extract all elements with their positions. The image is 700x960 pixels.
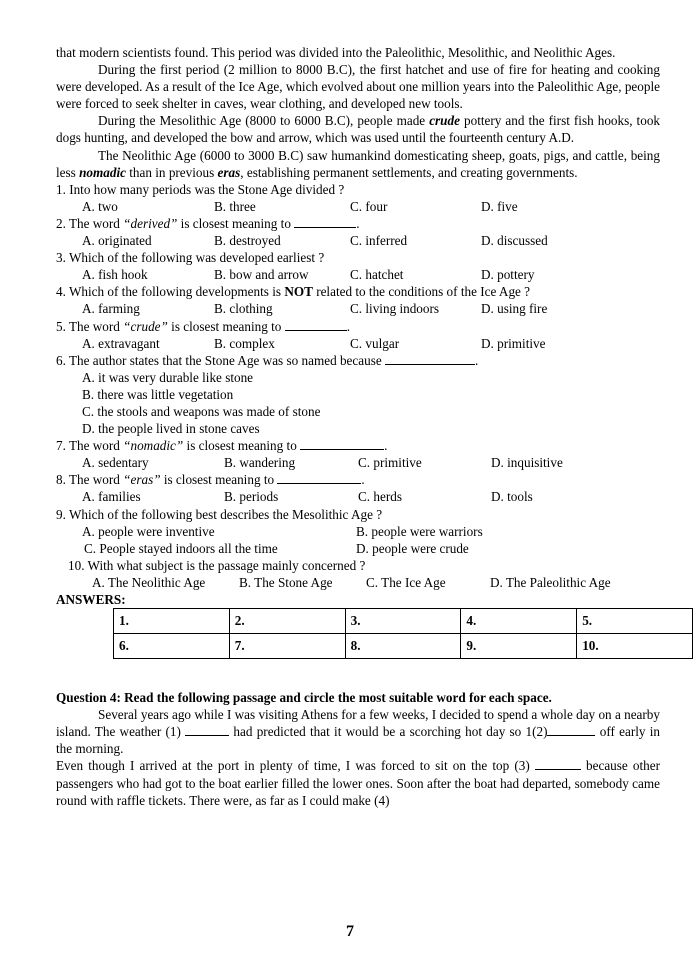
option-a[interactable]: A. farming <box>82 301 140 317</box>
option-b[interactable]: B. bow and arrow <box>214 267 309 283</box>
option-c[interactable]: C. herds <box>358 489 402 505</box>
answer-blank[interactable] <box>277 472 361 484</box>
key-word-crude: crude <box>429 113 460 129</box>
answer-cell[interactable]: 2. <box>229 609 345 634</box>
question-1-options <box>56 198 660 215</box>
answer-cell[interactable]: 9. <box>461 634 577 659</box>
option-b[interactable]: B. wandering <box>224 455 296 471</box>
option-d[interactable]: D. pottery <box>481 267 535 283</box>
option-b[interactable]: B. three <box>214 198 256 214</box>
option-d[interactable]: D. five <box>481 198 518 214</box>
question-8-options <box>56 488 660 505</box>
answer-blank[interactable] <box>294 216 356 228</box>
question-7: 7. The word “nomadic” is closest meaning to . <box>56 438 388 454</box>
option-d[interactable]: D. using fire <box>481 301 548 317</box>
passage-paragraph: During the Mesolithic Age (8000 to 6000 B.C), people made crude pottery and the first fish hooks, took dogs hunting, and developed the bow and arrow, which was used until the fourteenth century A.D. <box>56 113 661 146</box>
key-word-nomadic: nomadic <box>79 164 126 180</box>
question-3-options <box>56 266 660 283</box>
question-6: 6. The author states that the Stone Age was so named because . <box>56 352 479 368</box>
question-3: 3. Which of the following was developed earliest ? <box>56 250 325 266</box>
passage-paragraph: that modern scientists found. This period was divided into the Paleolithic, Mesolithic, and Neolithic Ages. <box>56 45 616 60</box>
option-d[interactable]: D. people were crude <box>356 540 469 556</box>
question-1: 1. Into how many periods was the Stone Age divided ? <box>56 181 345 197</box>
cloze-blank-2[interactable] <box>547 724 595 736</box>
answer-cell[interactable]: 7. <box>229 634 345 659</box>
option-c[interactable]: C. primitive <box>358 455 422 471</box>
question-9-options <box>56 523 660 540</box>
answer-cell[interactable]: 5. <box>577 609 693 634</box>
option-a[interactable]: A. fish hook <box>82 267 148 283</box>
question-4-title: Question 4: Read the following passage and circle the most suitable word for each space. <box>56 690 552 706</box>
answer-cell[interactable]: 8. <box>345 634 461 659</box>
passage-paragraph: During the first period (2 million to 8000 B.C), the first hatchet and use of fire for heating and cooking were developed. As a result of the Ice Age, which evolved about one million years into the Paleolithic Age, people were forced to seek shelter in caves, wear clothing, and developed new tools. <box>56 62 660 112</box>
question-2: 2. The word “derived” is closest meaning to . <box>56 215 360 231</box>
option-d[interactable]: D. inquisitive <box>491 455 563 471</box>
option-c[interactable]: C. hatchet <box>350 267 404 283</box>
option-b[interactable]: B. people were warriors <box>356 523 483 539</box>
question-9-options-row2 <box>56 540 660 557</box>
question-10: 10. With what subject is the passage mainly concerned ? <box>68 557 366 573</box>
answer-blank[interactable] <box>285 319 347 331</box>
option-d[interactable]: D. tools <box>491 489 533 505</box>
answer-cell[interactable]: 6. <box>114 634 230 659</box>
option-b[interactable]: B. complex <box>214 335 275 351</box>
option-b[interactable]: B. periods <box>224 489 279 505</box>
answer-cell[interactable]: 4. <box>461 609 577 634</box>
option-d[interactable]: D. discussed <box>481 233 548 249</box>
answer-cell[interactable]: 3. <box>345 609 461 634</box>
table-row <box>114 609 693 634</box>
question-5-options <box>56 335 660 352</box>
option-b[interactable]: B. The Stone Age <box>239 574 333 590</box>
option-d[interactable]: D. the people lived in stone caves <box>82 421 260 437</box>
option-c[interactable]: C. The Ice Age <box>366 574 446 590</box>
cloze-paragraph: Even though I arrived at the port in plenty of time, I was forced to sit on the top (3) because other passengers who had got to the boat earlier filled the lower ones. Soon after the boat had departed, somebody came round with raffle tickets. There were, as far as I could make (4) <box>56 758 660 808</box>
option-a[interactable]: A. people were inventive <box>82 523 215 539</box>
option-a[interactable]: A. sedentary <box>82 455 149 471</box>
question-7-options <box>56 454 660 471</box>
option-b[interactable]: B. clothing <box>214 301 273 317</box>
question-5: 5. The word “crude” is closest meaning to . <box>56 318 350 334</box>
answer-blank[interactable] <box>300 438 384 450</box>
answers-table <box>113 608 693 659</box>
option-a[interactable]: A. it was very durable like stone <box>82 369 254 385</box>
table-row <box>114 634 693 659</box>
cloze-blank-3[interactable] <box>535 758 581 770</box>
question-10-options <box>56 574 660 591</box>
option-c[interactable]: C. four <box>350 198 388 214</box>
option-c[interactable]: C. the stools and weapons was made of stone <box>82 403 321 419</box>
question-9: 9. Which of the following best describes the Mesolithic Age ? <box>56 506 383 522</box>
key-word-eras: eras <box>217 164 241 180</box>
option-a[interactable]: A. extravagant <box>82 335 160 351</box>
option-d[interactable]: D. The Paleolithic Age <box>490 574 611 590</box>
question-2-options <box>56 232 660 249</box>
option-b[interactable]: B. destroyed <box>214 233 281 249</box>
option-d[interactable]: D. primitive <box>481 335 546 351</box>
page-number: 7 <box>346 923 354 940</box>
option-a[interactable]: A. originated <box>82 233 152 249</box>
option-c[interactable]: C. inferred <box>350 233 408 249</box>
answer-cell[interactable]: 1. <box>114 609 230 634</box>
answer-blank[interactable] <box>385 353 475 365</box>
worksheet-page <box>56 44 660 809</box>
answer-cell[interactable]: 10. <box>577 634 693 659</box>
question-8: 8. The word “eras” is closest meaning to . <box>56 472 365 488</box>
question-4: 4. Which of the following developments is NOT related to the conditions of the Ice Age ? <box>56 284 531 300</box>
option-a[interactable]: A. The Neolithic Age <box>92 574 206 590</box>
cloze-blank-1[interactable] <box>185 724 229 736</box>
passage-paragraph: The Neolithic Age (6000 to 3000 B.C) saw humankind domesticating sheep, goats, pigs, and cattle, being less nomadic than in previous eras, establishing permanent settlements, and creating governments. <box>56 147 660 180</box>
option-a[interactable]: A. two <box>82 198 118 214</box>
cloze-paragraph: Several years ago while I was visiting Athens for a few weeks, I decided to spend a whole day on a nearby island. The weather (1) had predicted that it would be a scorching hot day so 1(2) off early in the morning. <box>56 707 660 757</box>
question-4-options <box>56 300 660 317</box>
option-c[interactable]: C. vulgar <box>350 335 400 351</box>
option-b[interactable]: B. there was little vegetation <box>82 386 234 402</box>
option-c[interactable]: C. living indoors <box>350 301 440 317</box>
option-a[interactable]: A. families <box>82 489 141 505</box>
option-c[interactable]: C. People stayed indoors all the time <box>84 540 278 556</box>
answers-heading: ANSWERS: <box>56 592 126 607</box>
